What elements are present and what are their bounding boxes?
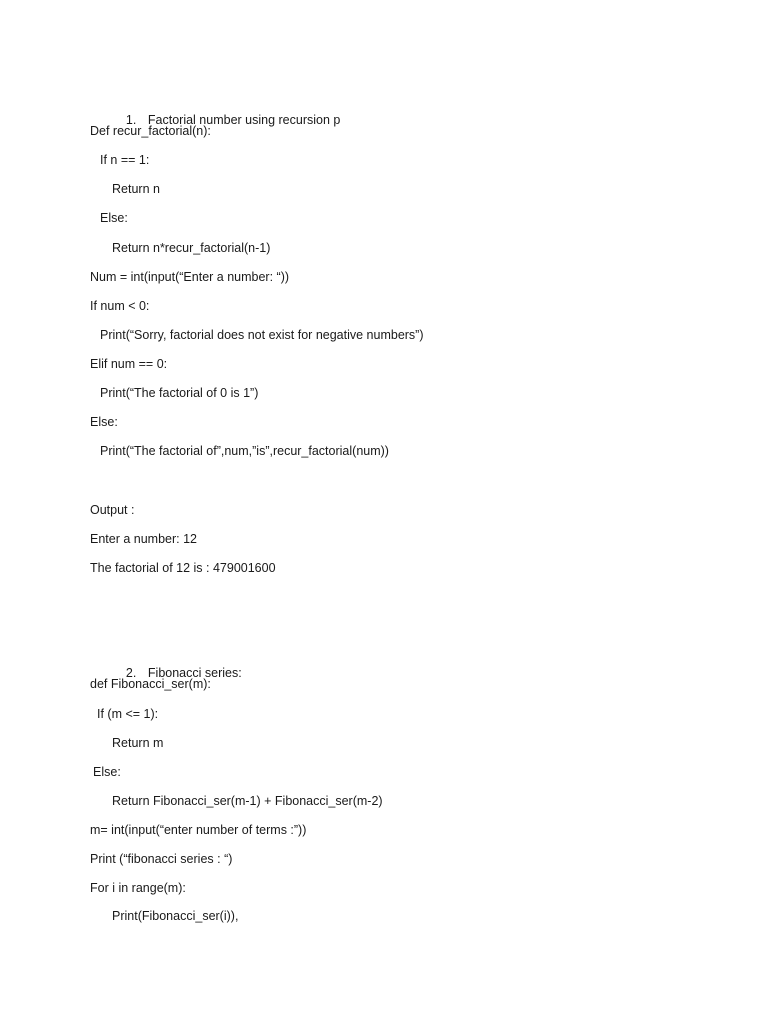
code-line: m= int(input(“enter number of terms :”)) — [90, 823, 307, 837]
code-line: If num < 0: — [90, 299, 150, 313]
code-line: Return n — [112, 182, 160, 196]
code-line: Else: — [100, 211, 128, 225]
section-1-number: 1. — [125, 113, 137, 127]
code-line: Return n*recur_factorial(n-1) — [112, 241, 271, 255]
code-line: Print(“The factorial of”,num,”is”,recur_factorial(num)) — [100, 444, 389, 458]
code-line: If (m <= 1): — [97, 707, 159, 721]
section-1-heading — [112, 93, 341, 127]
code-line: Print(“The factorial of 0 is 1”) — [100, 386, 259, 400]
code-line: For i in range(m): — [90, 881, 186, 895]
code-line: Elif num == 0: — [90, 357, 168, 371]
code-line: def Fibonacci_ser(m): — [90, 677, 211, 691]
code-line: Num = int(input(“Enter a number: “)) — [90, 270, 290, 284]
code-line: Def recur_factorial(n): — [90, 124, 211, 138]
code-line: Return m — [112, 736, 164, 750]
section-2-number: 2. — [125, 666, 137, 680]
output-label: Output : — [90, 503, 135, 517]
section-2-title: Fibonacci series: — [147, 666, 242, 680]
code-line: Else: — [90, 415, 118, 429]
code-line: Print(Fibonacci_ser(i)), — [112, 909, 239, 923]
code-line: If n == 1: — [100, 153, 150, 167]
output-line: The factorial of 12 is : 479001600 — [90, 561, 276, 575]
output-line: Enter a number: 12 — [90, 532, 198, 546]
code-line: Print (“fibonacci series : “) — [90, 852, 233, 866]
section-2-heading — [112, 646, 242, 680]
code-line: Return Fibonacci_ser(m-1) + Fibonacci_ser(m-2) — [112, 794, 383, 808]
code-line: Print(“Sorry, factorial does not exist for negative numbers”) — [100, 328, 424, 342]
section-1-title: Factorial number using recursion p — [147, 113, 341, 127]
code-line: Else: — [93, 765, 121, 779]
